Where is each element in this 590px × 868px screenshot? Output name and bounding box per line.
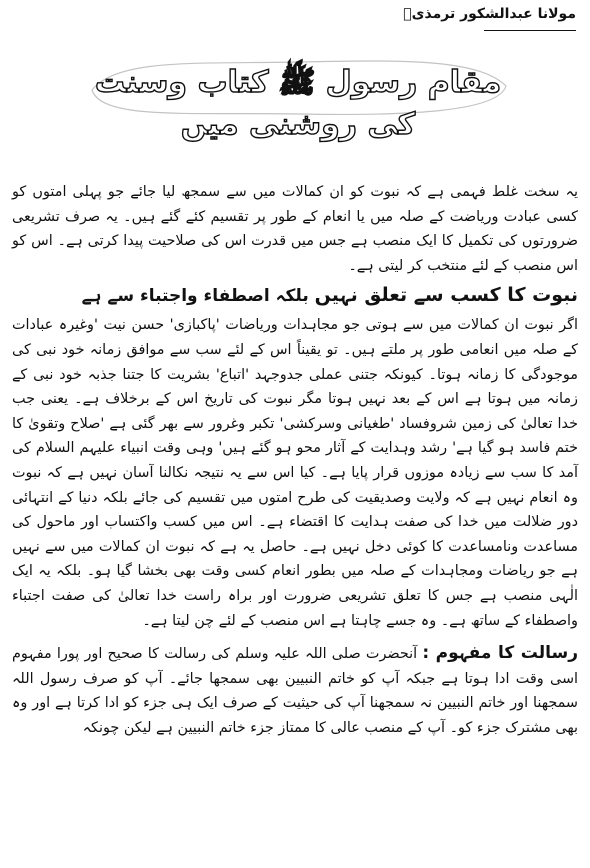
author-byline: مولانا عبدالشکور ترمذیؒ [403, 6, 576, 22]
spacer [12, 633, 578, 641]
article-title: مقام رسول ﷺ کتاب وسنت کی روشنی میں [94, 65, 502, 142]
risalat-label: رسالت کا مفہوم : [422, 643, 578, 664]
section-heading-part2: بلکہ اصطفاء واجتباء سے ہے [81, 286, 309, 307]
paragraph-main: اگر نبوت ان کمالات میں سے ہوتی جو مجاہدات وریاضات 'پاکبازی' حسن نیت 'وغیرہ عبادات کے صلہ میں انعامی طور پر ملتے ہیں۔ تو یقیناً اس کے لئے سب سے موافق زمانہ خود نبی کی موجودگی کا زمانہ ہوتا۔ کیونکہ جتنی عملی جدوجہد 'اتباع' بشریت کا جتنا جذبہ خود نبی کے زمانہ میں ہوتا ہے اس کے بعد نہیں ہوتا مگر نبوت کی تاریخ اس کے برخلاف ہے۔ یعنی جب خدا تعالیٰ کی زمین شروفساد 'طغیانی وسرکشی' تکبر وغرور سے بھر گئی ہے 'صلاح وتقویٰ کا ختم فاسد ہو گیا ہے' رشد وہدایت کے آثار محو ہو گئے ہیں' وہی وقت انبیاء علیہم السلام کی آمد کا سب سے زیادہ موزوں قرار پایا ہے۔ کیا اس سے یہ نتیجہ نکالنا آسان نہیں ہے کہ نبوت وہ انعام نہیں ہے کہ ولایت وصدیقیت کی طرح امتوں میں تقسیم کی جائے بلکہ دنیا کے انتہائی دور ضلالت میں خدا کی صفت ہدایت کا اقتضاء ہے۔ اس میں کسب واکتساب اور ماحول کی مساعدت ونامساعدت کا کوئی دخل نہیں ہے۔ حاصل یہ ہے کہ نبوت ان کمالات میں سے نہیں ہے جو ریاضات ومجاہدات کے صلہ میں بطور انعام کسی وقت بھی بخشا گیا ہو۔ بلکہ یہ ایک الٰہی منصب ہے جس کا تعلق تشریعی ضرورت اور براہ راست خدا تعالیٰ کی صفت اجتباء واصطفاء کے ساتھ ہے۔ وہ جسے چاہتا ہے اس منصب کے لئے چن لیتا ہے۔ [12, 317, 578, 629]
paragraph-risalat [12, 641, 578, 740]
title-banner [78, 50, 518, 142]
author-underline [484, 30, 576, 31]
paragraph-intro: یہ سخت غلط فہمی ہے کہ نبوت کو ان کمالات میں سے سمجھ لیا جائے جو پہلی امتوں کو کسی عبادت وریاضت کے صلہ میں یا انعام کے طور پر تقسیم کئے گئے ہیں۔ یہ صرف تشریعی ضرورتوں کی تکمیل کا ایک منصب ہے جس میں قدرت اس کی صلاحیت پیدا کرتی ہے۔ اس کو اس منصب کے لئے منتخب کر لیتی ہے۔ [12, 184, 578, 274]
section-heading [12, 280, 578, 311]
section-heading-part1: نبوت کا کسب سے تعلق نہیں [314, 284, 578, 307]
risalat-text: آنحضرت صلی اللہ علیہ وسلم کی رسالت کا صحیح اور پورا مفہوم اسی وقت ادا ہوتا ہے جبکہ آپ کو خاتم النبیین بھی سمجھا جائے۔ آپ کو صرف رسول اللہ سمجھنا اور خاتم النبیین نہ سمجھنا آپ کی حیثیت کے صرف ایک ہی جزء کو ادا کرتا ہے اور وہ بھی مشترک جزء کو۔ آپ کے منصب عالی کا ممتاز جزء خاتم النبیین ہے لیکن چونکہ [12, 646, 578, 736]
article-body [12, 180, 578, 740]
